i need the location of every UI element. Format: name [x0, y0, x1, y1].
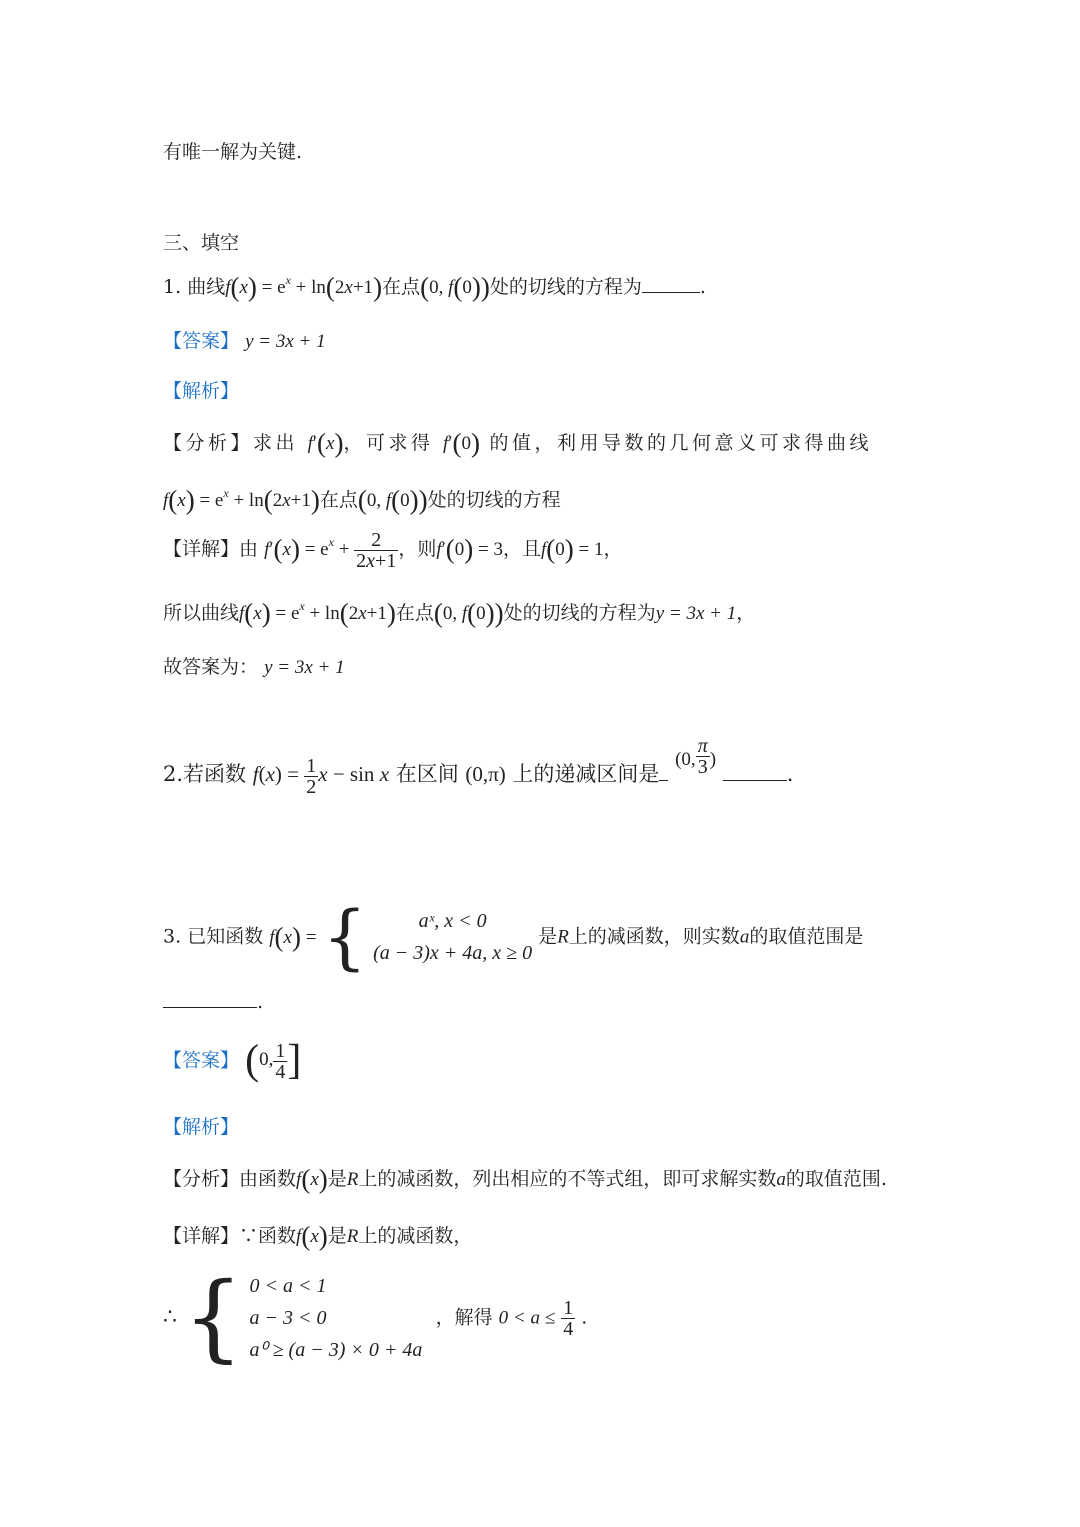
- q1-fprime-x: f′(x): [307, 428, 344, 458]
- q1-fenxi-line1: [163, 430, 872, 457]
- q1-analysis-tag: [163, 382, 239, 401]
- q1-final-answer: y = 3x + 1: [264, 657, 345, 678]
- q3-R: R: [557, 926, 569, 948]
- q1-detail-tag: 【详解】: [163, 537, 240, 560]
- q1-final-pre: 故答案为：: [163, 656, 259, 678]
- q3-number: 3.: [163, 925, 182, 948]
- q3-post2: 上的减函数，则实数: [568, 925, 740, 948]
- q3-post3: 的取值范围是: [749, 925, 864, 948]
- q1-detail-line1: [163, 530, 623, 571]
- q3-post: 是: [538, 925, 558, 948]
- q1-point-3: (0, f(0)): [433, 598, 504, 628]
- q3-system: [163, 1262, 588, 1373]
- q1-fenxi-2: ，可求得: [343, 432, 434, 454]
- q1-line2-2: 在点: [395, 602, 434, 624]
- q1-fenxi-tag: 【分析】: [163, 432, 254, 454]
- q2-answer: (0, $\frac{\pi}{3}$ ): [675, 735, 717, 778]
- q1-final: [163, 658, 345, 677]
- q1-blank[interactable]: [642, 292, 700, 293]
- q3-case1: aˣ, x < 0: [418, 910, 487, 932]
- q3-detail-tag: 【详解】: [163, 1225, 240, 1247]
- q2-pre: 若函数: [183, 762, 247, 786]
- q2-question: [163, 735, 794, 798]
- q3-fenxi: [163, 1166, 887, 1193]
- q2-interval: (0,π): [465, 762, 506, 786]
- q1-detail-line2: [163, 600, 755, 627]
- q3-system-brace: {: [183, 1262, 244, 1373]
- q1-derivative: $f'(x) = e^x$ + $\frac{2}{2x+1}$: [264, 529, 397, 572]
- q2-blank-right[interactable]: [723, 780, 787, 781]
- q1-detail-4: ，: [603, 537, 623, 560]
- q2-answer-close: ): [709, 749, 717, 770]
- q1-detail-3: ，且: [503, 537, 542, 560]
- q1-fenxi-line2: [163, 487, 561, 514]
- q3-solve-frac: $\frac{1}{4}$: [563, 1296, 574, 1340]
- q2-mid: 在区间: [395, 762, 459, 786]
- q1-fenxi-5: 处的切线的方程: [427, 489, 561, 511]
- q3-solve-ineq: 0 < a ≤: [498, 1307, 556, 1329]
- q3-blank[interactable]: [163, 1007, 257, 1008]
- section-title: [163, 234, 239, 253]
- q1-period: .: [699, 276, 706, 298]
- q3-therefore: ∴: [163, 1305, 177, 1330]
- q3-case2: (a − 3)x + 4a, x ≥ 0: [373, 942, 533, 964]
- q2-function: f(x) = $\frac{1}{2}$ x − sin x: [252, 754, 390, 798]
- q3-f-eq: f(x) =: [269, 921, 317, 952]
- q1-detail-1: 由: [239, 537, 259, 560]
- q3-answer: [163, 1040, 301, 1082]
- q1-fenxi-4: 在点: [319, 489, 358, 511]
- q3-fenxi-R: R: [346, 1169, 359, 1190]
- q1-f0-eq: f(0) = 1: [541, 533, 604, 564]
- q3-detail: [163, 1223, 472, 1250]
- q3-fenxi-tag: 【分析】: [163, 1168, 240, 1190]
- q1-mid: 在点: [382, 276, 421, 298]
- q1-detail-2: ，则: [398, 537, 437, 560]
- intro-text: 有唯一解为关键.: [163, 141, 303, 163]
- q3-solve-pre: ，解得: [435, 1306, 493, 1329]
- q1-analysis-tag-text: 【解析】: [163, 380, 240, 402]
- q3-blank-line: [163, 993, 263, 1012]
- q2-post: 上的递减区间是: [512, 762, 660, 786]
- q3-question: [163, 896, 864, 978]
- q3-analysis-tag-text: 【解析】: [163, 1116, 240, 1138]
- q3-system-rows: [250, 1270, 430, 1366]
- q3-fenxi-1: 由函数: [239, 1168, 297, 1190]
- q1-line2-1: 所以曲线: [163, 602, 240, 624]
- q3-answer-value: (0, $\frac{1}{4}$ ]: [245, 1038, 302, 1084]
- q1-answer: [163, 332, 326, 351]
- q3-fenxi-2: 是: [327, 1168, 347, 1190]
- q3-analysis-tag: [163, 1118, 239, 1137]
- q3-period: .: [257, 991, 264, 1013]
- q1-point-2: (0, f(0)): [357, 485, 428, 515]
- q2-blank-left: [659, 780, 668, 781]
- q1-function-2: $f(x) = e^x + \ln(2x+1)$: [163, 485, 320, 515]
- q1-post: 处的切线的方程为: [489, 276, 642, 298]
- q3-fenxi-3: 上的减函数，列出相应的不等式组，即可求解实数: [358, 1168, 777, 1190]
- section-title-text: 三、填空: [163, 232, 240, 254]
- q1-fenxi-1: 求出: [253, 432, 299, 454]
- q1-line2-answer: y = 3x + 1: [655, 603, 737, 624]
- q2-number: 2.: [163, 762, 184, 786]
- q3-fenxi-a: a: [776, 1169, 786, 1190]
- q1-line2-4: ，: [736, 602, 756, 624]
- q3-detail-3: 上的减函数，: [358, 1225, 473, 1247]
- q1-pre: 曲线: [187, 276, 226, 298]
- q1-fprime0-eq: f′(0) = 3: [436, 533, 503, 564]
- q2-period: .: [786, 762, 794, 786]
- q1-fprime-0: f′(0): [443, 428, 480, 458]
- q3-sys2: a − 3 < 0: [249, 1307, 327, 1329]
- q1-fenxi-3: 的值，利用导数的几何意义可求得曲线: [489, 432, 873, 454]
- q3-answer-tag: 【答案】: [163, 1049, 240, 1072]
- q3-sys3: a⁰ ≥ (a − 3) × 0 + 4a: [249, 1339, 423, 1361]
- q3-detail-1: ∵函数: [239, 1225, 297, 1247]
- q1-number: 1.: [163, 276, 182, 298]
- intro-line: [163, 143, 302, 162]
- q1-function: $f(x) = e^x + \ln(2x+1)$: [225, 272, 383, 302]
- q2-answer-open: (0,: [675, 749, 696, 770]
- q3-brace: {: [322, 896, 368, 978]
- q3-solve-end: .: [581, 1306, 588, 1329]
- q3-sys1: 0 < a < 1: [249, 1275, 327, 1297]
- q1-point: (0, f(0)): [420, 272, 490, 302]
- q1-function-3: $f(x) = e^x + \ln(2x+1)$: [239, 598, 396, 628]
- q3-cases: [373, 905, 532, 969]
- q1-line2-3: 处的切线的方程为: [503, 602, 656, 624]
- q1-question: [163, 274, 706, 301]
- q1-answer-tag: 【答案】: [163, 330, 240, 352]
- q1-answer-value: y = 3x + 1: [245, 331, 326, 352]
- q3-detail-fx: f(x): [296, 1221, 328, 1251]
- q3-pre: 已知函数: [187, 925, 264, 948]
- q3-fenxi-4: 的取值范围.: [785, 1168, 887, 1190]
- q3-detail-R: R: [346, 1226, 359, 1247]
- q3-fx: f(x): [296, 1164, 328, 1194]
- q3-a: a: [739, 926, 750, 948]
- q3-detail-2: 是: [327, 1225, 347, 1247]
